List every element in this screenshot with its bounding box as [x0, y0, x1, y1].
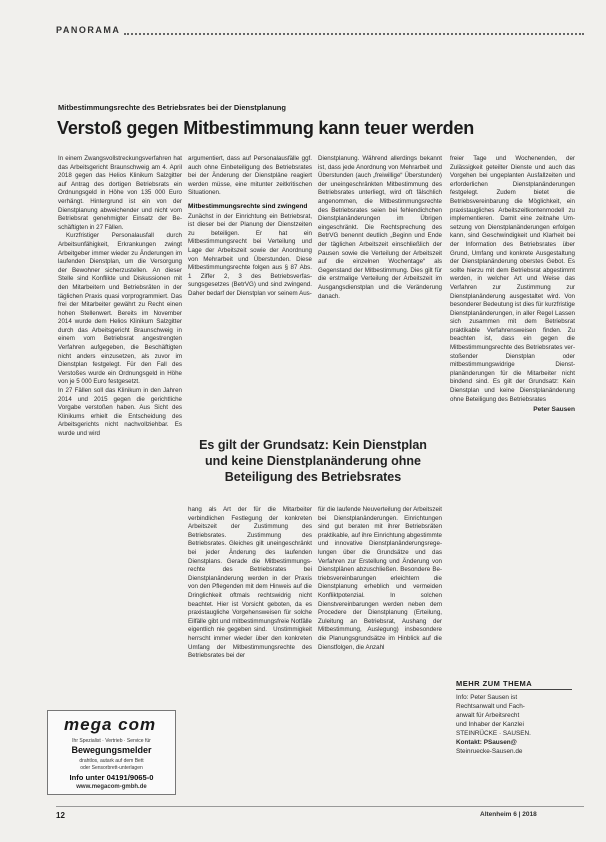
ad-website[interactable]: www.megacom-gmbh.de	[76, 784, 147, 790]
info-line: Info: Peter Sausen ist	[456, 694, 518, 701]
column-4	[450, 155, 575, 655]
page-number: 12	[56, 811, 65, 820]
col2-paragraph: Zunächst in der Einrichtung ein Betriebsrat, ist dieser bei der Planung der Dienstzeiten zu beteiligen. Er hat ein Mitbestimmungsrecht bei Verteilung und Lage der Arbeitszeit sowie der Anordnung von Mehrarbeit und Überstunden. Diese Mitbestimmungsrechte folgen aus § 87 Abs. 1 Ziffer 2, 3 des Betriebsverfassungsgesetzes (BetrVG) und sind zwingend. Daher bedarf der Dienstplan vor seinem Aus-	[188, 212, 312, 297]
ad-tagline: Ihr Spezialist · Vertrieb · Service für	[72, 738, 151, 744]
column-2-top	[188, 155, 312, 425]
ad-product: Bewegungsmelder	[71, 745, 152, 755]
magazine-issue: Altenheim 6 | 2018	[480, 811, 537, 818]
article-headline: Verstoß gegen Mitbestimmung kann teuer werden	[57, 118, 475, 138]
column-3-top	[318, 155, 442, 425]
column-2-bottom	[188, 506, 312, 796]
footer-divider	[56, 806, 584, 807]
col1-paragraph: Kurzfristiger Personalausfall durch Arbeitsunfähigkeit, Erkrankungen zwingt Arbeitgeber immer wieder zu Änderungen im laufenden Dienstplan, um die Versorgung der Bewohner sicherzustellen. An dieser Stelle sind Konflikte und Diskussionen mit den Mitarbeitern und Betriebsräten in der täglichen Praxis quasi vorprogrammiert. Das frei der Mitarbeiter gewährt zu Recht einen hohen Stellenwert. Bereits im November 2014 wurde dem Helios Klinikum Salzgitter durch das Arbeitsgericht Braunschweig in einem vom Betriebsrat angestrengten Verfahren aufgegeben, die Beschäftigten nicht anders einzusetzen, als zuvor im Dienstplan festgelegt. Für den Fall des Verstoßes wurde ein Ordnungsgeld in Höhe von je 5 000 Euro festgesetzt.	[58, 232, 182, 386]
col3-paragraph: für die laufende Neuverteilung der Arbeitszeit bei Dienstplanänderungen. Einrichtungen sind gut beraten mit ihrer Betriebsräten praktikable, auf ihre Einrichtung abgestimmte und innovative Dienstplanänderungsregelungen über die Grundsätze und das Verfahren zur Erstellung und Änderung von Dienstplänen abzuschließen. Besondere Betriebsvereinbarungen erleichtern die Dienstplanung erheblich und vermeiden Konfliktpotenzial. In solchen Dienstvereinbarungen werden neben dem Procedere der Dienstplanung (Erteilung, Zuleitung an Betriebsrat, Aushang der Mitbestimmung, Auslegung) insbesondere die Planungsgrundsätze im Hinblick auf die Dienstfolgen, die Anzahl	[318, 506, 442, 651]
col4-paragraph: freier Tage und Wochenenden, der Zulässigkeit geteilter Dienste und auch das Vorgehen bei ungeplanten Ausfallzeiten und erforderlichen Dienstplanänderungen festgelegt. Zudem bietet die Betriebsvereinbarung die Möglichkeit, ein praxistaugliches Arbeitszeitkontenmodell zu implementieren. Damit eine zeitnahe Umsetzung von Dienstplanänderungen erfolgen kann, sind Geschwindigkeit und Klarheit bei der Information des Betriebsrates über Grund, Umfang und konkrete Ausgestaltung der Dienstplanänderung oberstes Gebot. Es sollte hierzu mit dem Betriebsrat abgestimmt werden, in welcher Art und Weise das Verfahren zur Zustimmung zur Dienstplanänderung ausgestaltet wird. Von besonderer Bedeutung ist dies für kurzfristige Dienstplanänderungen, in aller Regel Lassen sich zusammen mit dem Betriebsrat praktikable Verfahrensweisen finden. Zu beachten ist, dass ein gegen die Mitbestimmungsrechte des Betriebsrates verstoßender Dienstplan oder mitbestimmungswidrige Dienstplanänderungen für die Mitarbeiter nicht bindend sind. Es gilt der Grundsatz: Kein Dienstplan und keine Dienstplanänderung ohne Beteiligung des Betriebsrates	[450, 155, 575, 403]
section-divider	[124, 33, 584, 35]
article-kicker: Mitbestimmungsrechte des Betriebsrates bei der Dienstplanung	[58, 103, 286, 112]
info-line: STEINRÜCKE · SAUSEN.	[456, 730, 531, 737]
info-line: Kontakt: PSausen@	[456, 739, 517, 746]
info-line: Rechtsanwalt und Fach-	[456, 703, 525, 710]
col2-paragraph: argumentiert, dass auf Personalausfälle ggf. auch ohne Einbeteiligung des Betriebsrates bei der Änderung der Dienstpläne reagiert werden müsse, eine mitunter zeitkritischen Situationen.	[188, 155, 312, 197]
info-line: und Inhaber der Kanzlei	[456, 721, 524, 728]
ad-subline: oder Sensorbrett-unterlagen	[80, 765, 143, 771]
pull-quote: Es gilt der Grundsatz: Kein Dienstplan und keine Dienstplanänderung ohne Beteiligung des Betriebsrates	[199, 438, 427, 484]
col1-paragraph: In 27 Fällen soll das Klinikum in den Jahren 2014 und 2015 gegen die gerichtliche Vorgabe verstoßen haben. Aus Sicht des Klinikums erhielt die Entscheidung des Arbeitsgerichts nicht nachvollziehbar. Es wurde und wird	[58, 387, 182, 437]
ad-phone: Info unter 04191/9065-0	[69, 773, 154, 782]
col2-paragraph: hang als Art der für die Mitarbeiter verbindlichen Festlegung der konkreten Arbeitszeit der Zustimmung des Betriebsrates. Zustimmung des Betriebsrates. Gleiches gilt uneingeschränkt bei jeder Änderung des laufenden Dienstplans. Gerade die Mitbestimmungsrechte des Betriebsrates bei Dienstplanänderung werden in der Praxis von den Pflegenden mit dem Hinweis auf die Dringlichkeit oftmals rechtswidrig nicht beachtet. Hier ist Vorsicht geboten, da es praxistaugliche Vorgehensweisen für solche Eilfälle gibt und mitbestimmungsfreie Notfälle eigentlich nie gegeben sind. Unstimmigkeit herrscht immer wieder über den konkreten Umfang der Mitbestimmungsrechte des Betriebsrates bei der	[188, 506, 312, 660]
section-label: PANORAMA	[56, 25, 121, 35]
column-1	[58, 155, 182, 695]
megacom-logo: mega com	[64, 715, 157, 734]
col1-paragraph: In einem Zwangsvollstreckungsverfahren hat das Arbeitsgericht Braunschweig am 4. April 2018 gegen das Helios Klinikum Salzgitter auf Antrag des dortigen Betriebsrats ein Ordnungsgeld in Höhe von 135 000 Euro verhängt. Hintergrund ist ein von der Dienstplanung abweichender und nicht vom Betriebsrat genehmigter Einsatz der Beschäftigten in 27 Fällen.	[58, 155, 182, 231]
ad-subline: drahtlos, autark auf dem Bett	[79, 758, 144, 764]
info-box	[456, 693, 581, 773]
author-name: Peter Sausen	[533, 406, 575, 414]
info-box-divider	[456, 689, 572, 690]
column-3-bottom	[318, 506, 442, 796]
subheading: Mitbestimmungsrechte sind zwingend	[188, 202, 308, 210]
info-line: Steinruecke-Sausen.de	[456, 748, 523, 755]
col3-paragraph: Dienstplanung. Während allerdings bekannt ist, dass jede Anordnung von Mehrarbeit und Überstunden (auch „freiwillige“ Überstunden) der uneingeschränkten Mitbestimmung des Betriebsrates unterliegt, wird oft fälschlich angenommen, die Mitbestimmungsrechte des Betriebsrates seien bei fehlendichchen Dienstplanänderungen im Übrigen eingeschränkt. Die Rechtsprechung des BetrVG benennt deutlich „Beginn und Ende der täglichen Arbeitszeit einschließlich der Pausen sowie die Verteilung der Arbeitszeit auf die einzelnen Wochentage“ als Gegenstand der Mitbestimmung. Dies gilt für die erstmalige Verteilung der Arbeitszeit im Ausgangsdienstplan und die Veränderung danach.	[318, 155, 442, 300]
info-box-title: MEHR ZUM THEMA	[456, 679, 533, 688]
info-line: anwalt für Arbeitsrecht	[456, 712, 520, 719]
advertisement[interactable]	[47, 710, 176, 795]
